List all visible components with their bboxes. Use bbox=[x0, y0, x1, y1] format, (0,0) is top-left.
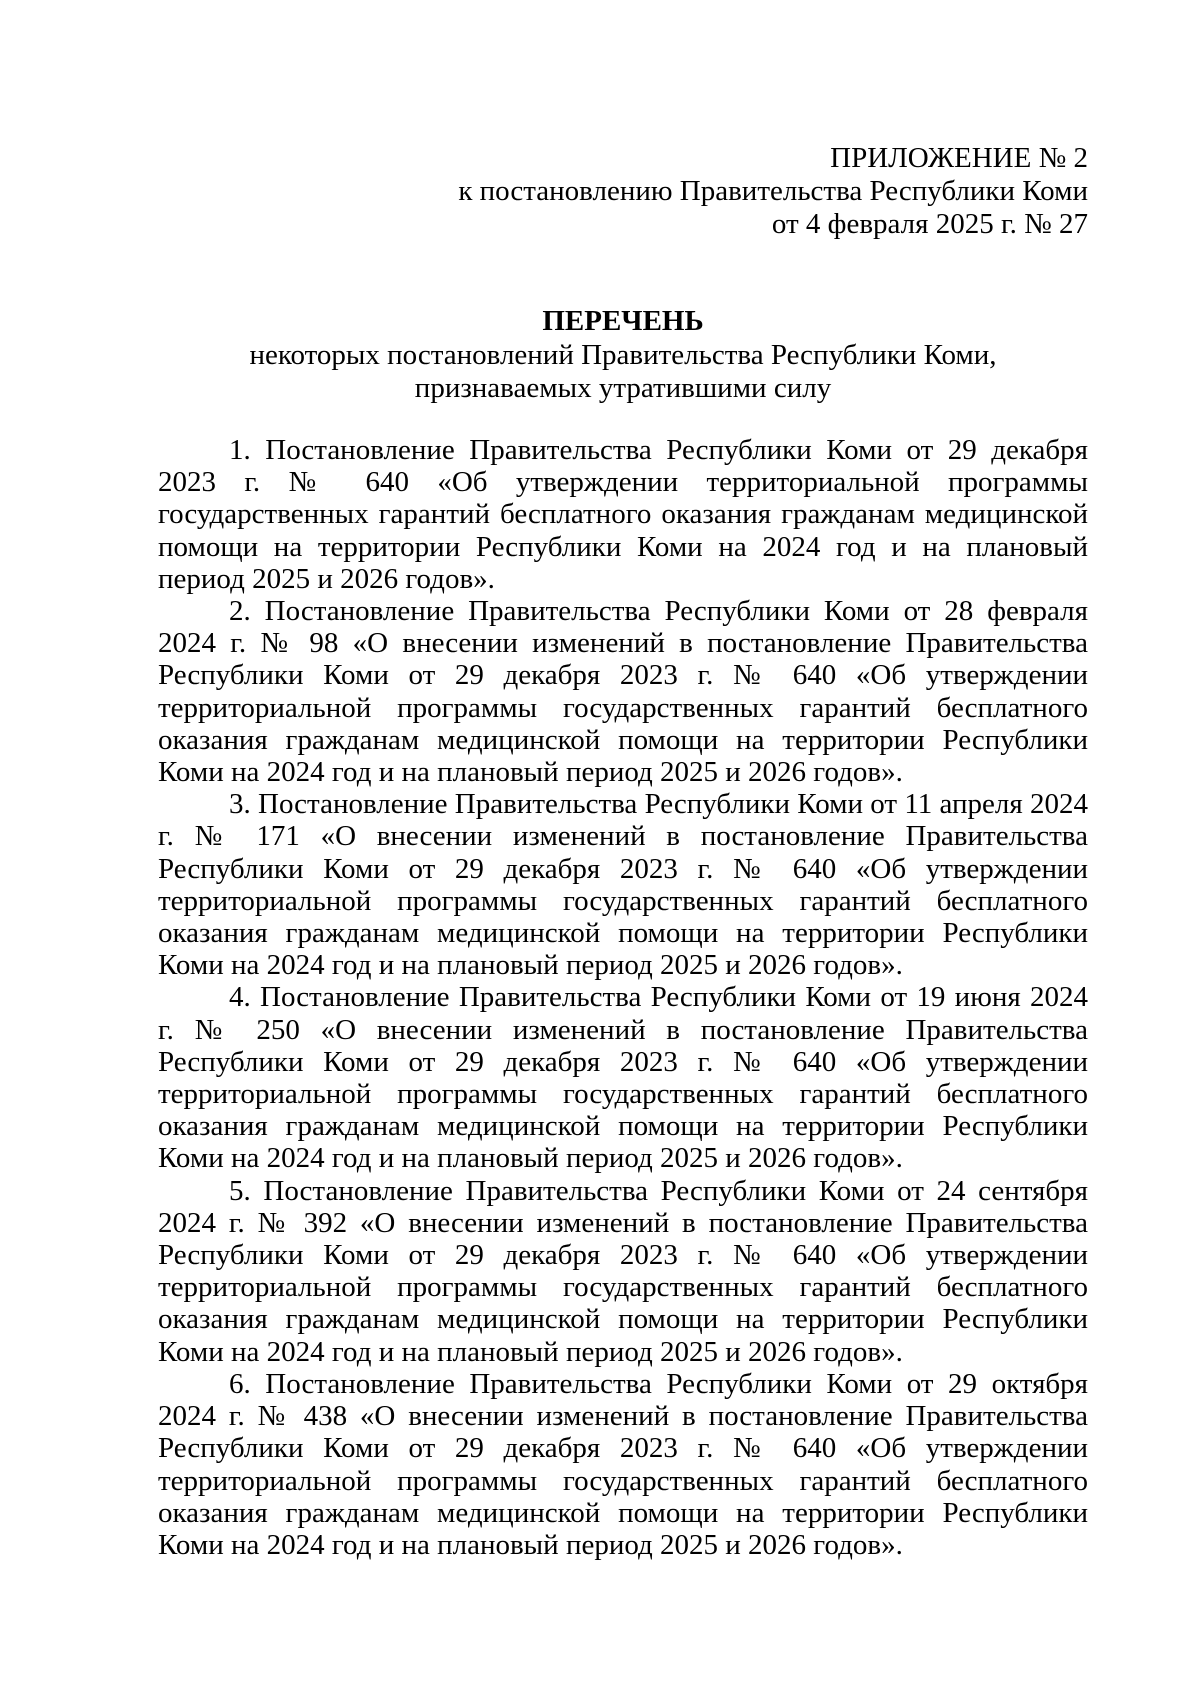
list-item: 6. Постановление Правительства Республики Коми от 29 октября 2024 г. № 438 «О внесении изменений в постановление Правительства Республики Коми от 29 декабря 2023 г. № 640 «Об утверждении территориальной программы государственных гарантий бесплатного оказания гражданам медицинской помощи на территории Республики Коми на 2024 год и на плановый период 2025 и 2026 годов». bbox=[158, 1367, 1088, 1561]
list-item: 3. Постановление Правительства Республики Коми от 11 апреля 2024 г. № 171 «О внесении изменений в постановление Правительства Республики Коми от 29 декабря 2023 г. № 640 «Об утверждении территориальной программы государственных гарантий бесплатного оказания гражданам медицинской помощи на территории Республики Коми на 2024 год и на плановый период 2025 и 2026 годов». bbox=[158, 788, 1088, 982]
list-item: 2. Постановление Правительства Республики Коми от 28 февраля 2024 г. № 98 «О внесении изменений в постановление Правительства Республики Коми от 29 декабря 2023 г. № 640 «Об утверждении территориальной программы государственных гарантий бесплатного оказания гражданам медицинской помощи на территории Республики Коми на 2024 год и на плановый период 2025 и 2026 годов». bbox=[158, 595, 1088, 789]
list-item: 1. Постановление Правительства Республики Коми от 29 декабря 2023 г. № 640 «Об утверждении территориальной программы государственных гарантий бесплатного оказания гражданам медицинской помощи на территории Республики Коми на 2024 год и на плановый период 2025 и 2026 годов». bbox=[158, 434, 1088, 595]
appendix-reference: к постановлению Правительства Республики Коми bbox=[458, 175, 1088, 207]
document-subtitle-line-2: признаваемых утратившими силу bbox=[414, 372, 832, 404]
decree-list bbox=[158, 434, 1088, 1561]
document-heading bbox=[158, 305, 1088, 405]
appendix-date: от 4 февраля 2025 г. № 27 bbox=[771, 208, 1088, 240]
document-subtitle-line-1: некоторых постановлений Правительства Республики Коми, bbox=[249, 339, 997, 371]
list-item: 5. Постановление Правительства Республики Коми от 24 сентября 2024 г. № 392 «О внесении изменений в постановление Правительства Республики Коми от 29 декабря 2023 г. № 640 «Об утверждении территориальной программы государственных гарантий бесплатного оказания гражданам медицинской помощи на территории Республики Коми на 2024 год и на плановый период 2025 и 2026 годов». bbox=[158, 1174, 1088, 1368]
appendix-header bbox=[388, 142, 1088, 241]
appendix-number: ПРИЛОЖЕНИЕ № 2 bbox=[830, 142, 1088, 174]
list-item: 4. Постановление Правительства Республики Коми от 19 июня 2024 г. № 250 «О внесении изменений в постановление Правительства Республики Коми от 29 декабря 2023 г. № 640 «Об утверждении территориальной программы государственных гарантий бесплатного оказания гражданам медицинской помощи на территории Республики Коми на 2024 год и на плановый период 2025 и 2026 годов». bbox=[158, 981, 1088, 1175]
document-title: ПЕРЕЧЕНЬ bbox=[542, 305, 704, 337]
